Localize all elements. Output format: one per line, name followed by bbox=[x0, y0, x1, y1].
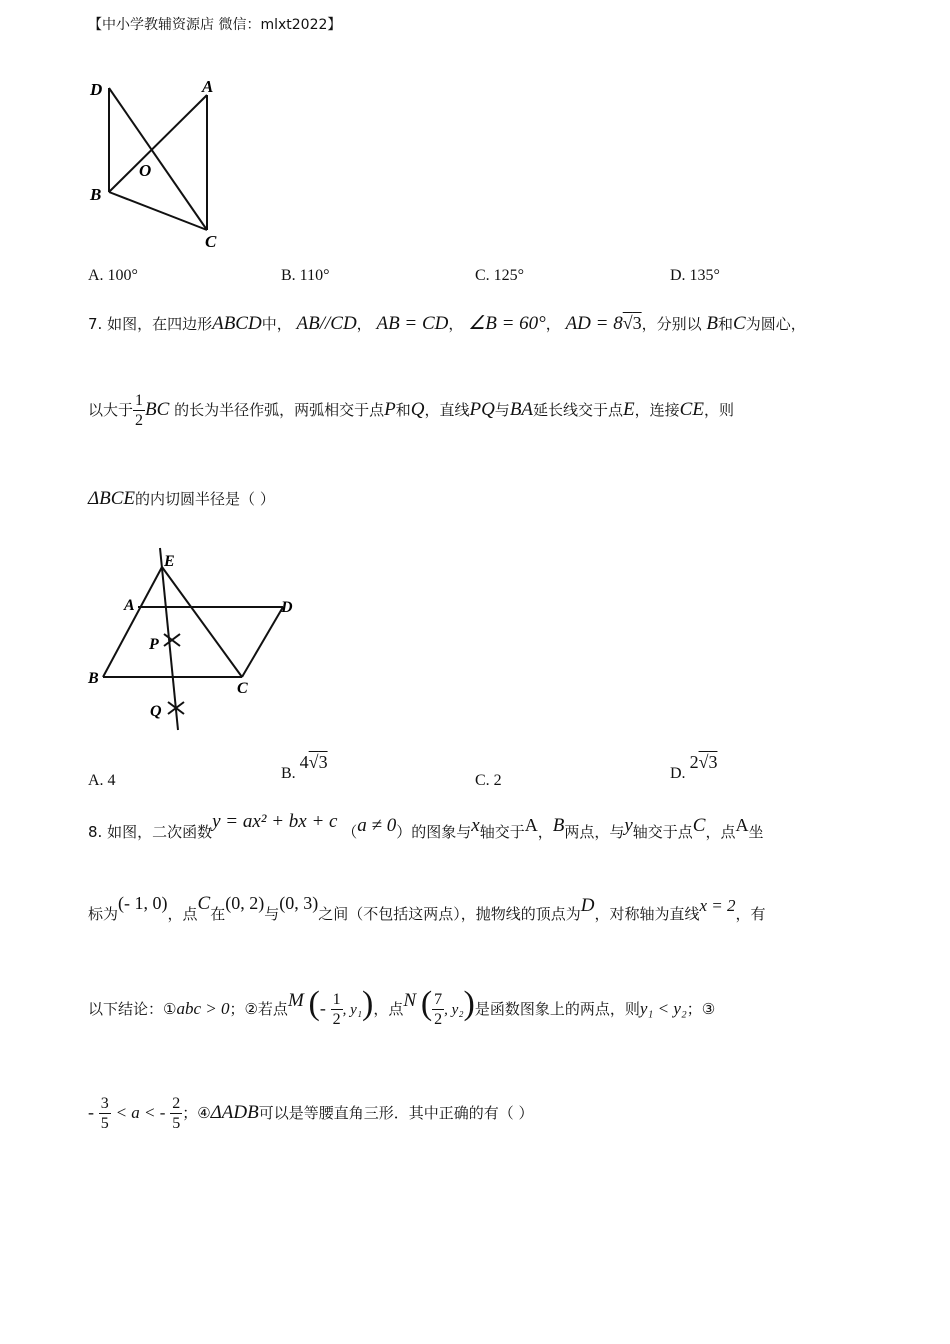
q7-label-A: A bbox=[124, 597, 135, 614]
q8-fraction-2-5: $\frac{2}{5}$ bbox=[172, 1095, 181, 1132]
q7-option-c: C. 2 bbox=[475, 772, 502, 789]
q8-line-4: - $\frac{3}{5}$ < a < - $\frac{2}{5}$ ；④ΔADB可以是等腰直角三形．其中正确的有（ ） bbox=[88, 1095, 534, 1132]
q7-label-Q: Q bbox=[150, 703, 162, 720]
q8-fraction-3-5: $\frac{3}{5}$ bbox=[100, 1095, 109, 1132]
q6-option-c: C. 125° bbox=[475, 267, 525, 284]
q7-label-D: D bbox=[281, 599, 293, 616]
q8-line-1: 8. 如图，二次函数y = ax² + bx + c （a ≠ 0）的图象与x轴交于A，B两点，与y轴交于点C，点A坐 bbox=[88, 811, 764, 841]
q8-fraction-m: $\frac{1}{2}$ bbox=[332, 991, 341, 1028]
q7-segment-EC bbox=[162, 567, 242, 677]
q7-line-3: ΔBCE的内切圆半径是（ ） bbox=[88, 488, 275, 509]
q6-option-b: B. 110° bbox=[281, 267, 330, 284]
q6-label-B: B bbox=[90, 185, 102, 204]
q6-option-d: D. 135° bbox=[670, 267, 720, 284]
q6-label-A: A bbox=[202, 77, 214, 96]
q6-label-O: O bbox=[139, 161, 152, 180]
q7-label-C: C bbox=[237, 680, 248, 697]
q7-fraction-half: $\frac{1}{2}$ bbox=[135, 392, 144, 429]
q7-figure bbox=[80, 542, 310, 737]
q7-line-2: 以大于 $\frac{1}{2}$ BC 的长为半径作弧，两弧相交于点P和Q，直线PQ与BA延长线交于点E，连接CE，则 bbox=[88, 392, 734, 429]
q8-line-2: 标为(- 1, 0)，点C在(0, 2)与(0, 3)之间（不包括这两点），抛物线的顶点为D，对称轴为直线x = 2，有 bbox=[88, 893, 766, 923]
q7-option-d: D. 2√3 bbox=[670, 752, 718, 782]
q7-option-a: A. 4 bbox=[88, 772, 116, 789]
q8-fraction-n: $\frac{7}{2}$ bbox=[434, 991, 443, 1028]
q7-segment-DC bbox=[242, 607, 283, 677]
q7-label-P: P bbox=[149, 636, 159, 653]
q7-segment-BE bbox=[103, 567, 162, 677]
q7-line-1: 7. 如图，在四边形ABCD中， AB//CD， AB = CD， ∠B = 60°， AD = 8√3，分别以 B和C为圆心， bbox=[88, 313, 806, 334]
q7-label-E: E bbox=[164, 553, 175, 570]
q7-label-B: B bbox=[88, 670, 99, 687]
q7-option-b: B. 4√3 bbox=[281, 752, 328, 782]
q7-arc-mark-P bbox=[164, 634, 180, 646]
q6-segment-BC bbox=[109, 192, 207, 230]
q6-option-a: A. 100° bbox=[88, 267, 138, 284]
page-header: 【中小学教辅资源店 微信：mlxt2022】 bbox=[88, 17, 342, 33]
q8-line-3: 以下结论：①abc > 0；②若点M (- $\frac{1}{2}$ , y₁)，点N ( $\frac{7}{2}$ , y₂)是函数图象上的两点，则y₁ < y₂；③ bbox=[88, 985, 716, 1028]
q6-label-D: D bbox=[90, 80, 103, 99]
q6-figure bbox=[80, 70, 240, 255]
q6-label-C: C bbox=[205, 232, 217, 251]
